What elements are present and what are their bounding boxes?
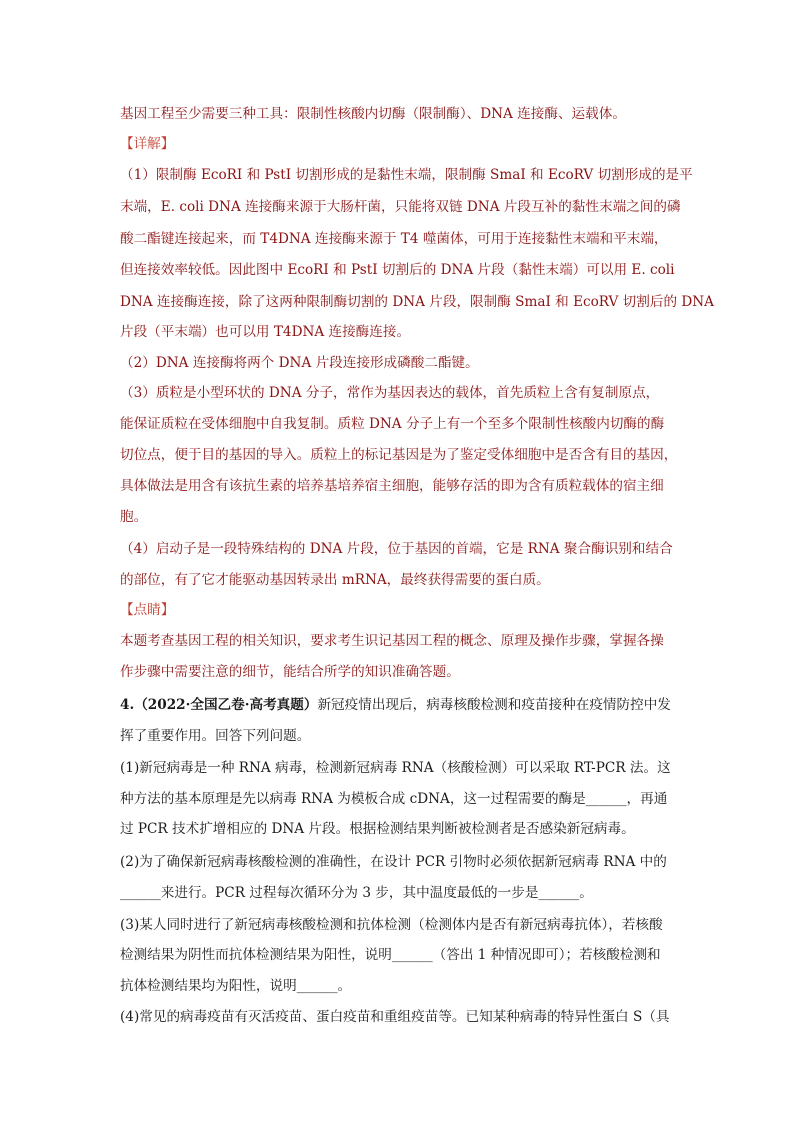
question-part-line: 过 PCR 技术扩增相应的 DNA 片段。根据检测结果判断被检测者是否感染新冠病毒。 <box>120 821 635 837</box>
detail-line: 但连接效率较低。因此图中 EcoRI 和 PstI 切割后的 DNA 片段（黏性末端）可以用 E. coli <box>120 262 675 278</box>
comment-line: 作步骤中需要注意的细节，能结合所学的知识准确答题。 <box>120 664 460 680</box>
question-part-line: ______来进行。PCR 过程每次循环分为 3 步，其中温度最低的一步是______。 <box>120 885 593 901</box>
question-source: （2022·全国乙卷·高考真题） <box>134 697 318 713</box>
question-part-line: (3)某人同时进行了新冠病毒核酸检测和抗体检测（检测体内是否有新冠病毒抗体），若核酸 <box>120 917 663 933</box>
question-part-line: 种方法的基本原理是先以病毒 RNA 为模板合成 cDNA，这一过程需要的酶是______，再通 <box>120 791 668 807</box>
detail-line: 能保证质粒在受体细胞中自我复制。质粒 DNA 分子上有一个至多个限制性核酸内切酶的酶 <box>120 416 665 432</box>
detail-line: 酸二酯键连接起来，而 T4DNA 连接酶来源于 T4 噬菌体，可用于连接黏性末端和平末端， <box>120 231 668 247</box>
detail-line: 胞。 <box>120 509 148 525</box>
detail-line: 的部位，有了它才能驱动基因转录出 mRNA，最终获得需要的蛋白质。 <box>120 572 550 588</box>
detail-line: （4）启动子是一段特殊结构的 DNA 片段，位于基因的首端，它是 RNA 聚合酶识别和结合 <box>120 541 673 557</box>
detail-line: 末端，E. coli DNA 连接酶来源于大肠杆菌，只能将双链 DNA 片段互补的黏性末端之间的磷 <box>120 199 681 215</box>
comment-line: 本题考查基因工程的相关知识，要求考生识记基因工程的概念、原理及操作步骤，掌握各操 <box>120 633 664 649</box>
detail-line: DNA 连接酶连接，除了这两种限制酶切割的 DNA 片段，限制酶 SmaI 和 EcoRV 切割后的 DNA <box>120 294 714 310</box>
question-part-line: 检测结果为阴性而抗体检测结果为阳性，说明______（答出 1 种情况即可）；若核酸检测和 <box>120 947 661 963</box>
detail-heading: 【详解】 <box>120 136 175 152</box>
question-part-line: (1)新冠病毒是一种 RNA 病毒，检测新冠病毒 RNA（核酸检测）可以采取 RT-PCR 法。这 <box>120 760 671 776</box>
detail-line: 切位点，便于目的基因的导入。质粒上的标记基因是为了鉴定受体细胞中是否含有目的基因， <box>120 447 678 463</box>
detail-line: 具体做法是用含有该抗生素的培养基培养宿主细胞，能够存活的即为含有质粒载体的宿主细 <box>120 478 664 494</box>
question-number: 4. <box>120 697 135 713</box>
detail-line: （2）DNA 连接酶将两个 DNA 片段连接形成磷酸二酯键。 <box>120 355 479 371</box>
comment-heading: 【点睛】 <box>120 602 175 618</box>
question-part-line: (4)常见的病毒疫苗有灭活疫苗、蛋白疫苗和重组疫苗等。已知某种病毒的特异性蛋白 S（具 <box>120 1009 670 1025</box>
question-part-line: (2)为了确保新冠病毒核酸检测的准确性，在设计 PCR 引物时必须依据新冠病毒 RNA 中的 <box>120 854 667 870</box>
detail-line: （3）质粒是小型环状的 DNA 分子，常作为基因表达的载体，首先质粒上含有复制原点， <box>120 385 660 401</box>
question-4-stem <box>120 696 680 714</box>
detail-line: 片段（平末端）也可以用 T4DNA 连接酶连接。 <box>120 324 411 340</box>
intro-text: 基因工程至少需要三种工具：限制性核酸内切酶（限制酶）、DNA 连接酶、运载体。 <box>120 106 626 122</box>
question-stem-line: 挥了重要作用。回答下列问题。 <box>120 728 311 744</box>
question-part-line: 抗体检测结果均为阳性，说明______。 <box>120 978 352 994</box>
question-stem: 新冠疫情出现后，病毒核酸检测和疫苗接种在疫情防控中发 <box>317 697 671 713</box>
detail-line: （1）限制酶 EcoRI 和 PstI 切割形成的是黏性末端，限制酶 SmaI 和 EcoRV 切割形成的是平 <box>120 167 693 183</box>
